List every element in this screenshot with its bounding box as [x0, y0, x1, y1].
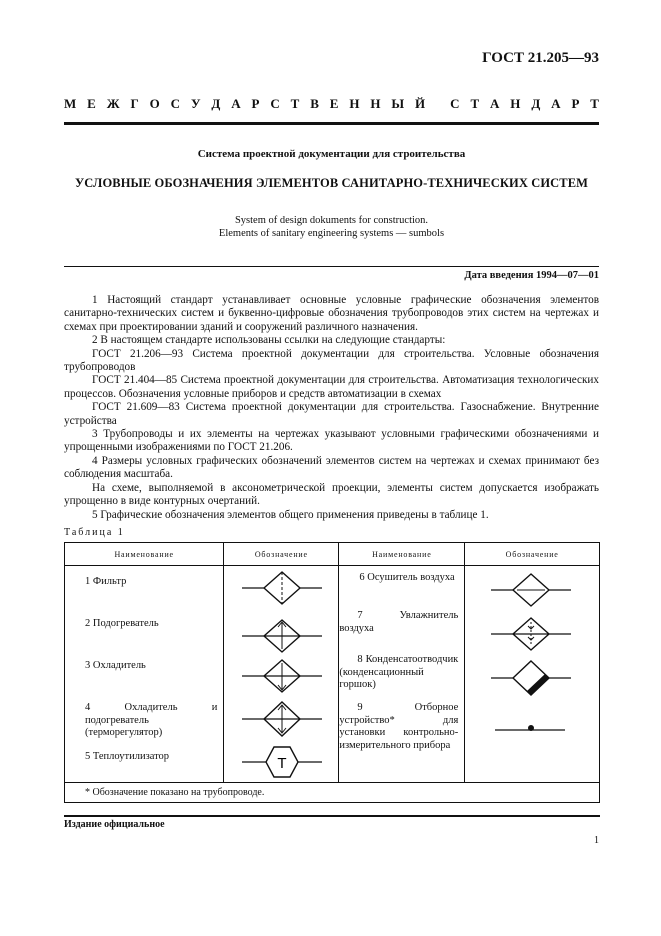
english-title-line-1: System of design dokuments for construction.: [234, 215, 429, 226]
english-title: [64, 214, 599, 240]
heading-letter: Ж: [106, 96, 120, 111]
paragraph: 5 Графические обозначения элементов общего применения приведены в таблице 1.: [92, 508, 489, 521]
right-names-cell: [339, 566, 465, 783]
svg-text:T: T: [277, 755, 287, 772]
heading-letter: Т: [470, 96, 480, 111]
header-rule: [64, 122, 599, 125]
official-edition: Издание официальное: [64, 815, 600, 830]
heading-letter: Г: [130, 96, 139, 111]
interstate-standard-heading: [64, 96, 599, 112]
table-item: 2 Подогреватель: [85, 618, 159, 629]
heading-letter: Н: [510, 96, 521, 111]
paragraph: 3 Трубопроводы и их элементы на чертежах указывают условными графическими обозначениями и упрощенными изображениями по ГОСТ 21.206.: [64, 428, 599, 454]
document-title: УСЛОВНЫЕ ОБОЗНАЧЕНИЯ ЭЛЕМЕНТОВ САНИТАРНО-ТЕХНИЧЕСКИХ СИСТЕМ: [74, 176, 589, 190]
filter-icon: [242, 570, 322, 606]
heading-letter: С: [450, 96, 460, 111]
table-item: 3 Охладитель: [85, 660, 146, 671]
table-item: 6 Осушитель воздуха: [359, 572, 455, 583]
heading-letter: С: [270, 96, 280, 111]
heading-letter: Д: [531, 96, 541, 111]
left-symbols-cell: [224, 566, 339, 783]
page-number: 1: [594, 835, 599, 846]
heading-letter: У: [190, 96, 201, 111]
column-header-symbol: Обозначение: [465, 543, 600, 566]
table-item: 5 Теплоутилизатор: [85, 751, 170, 762]
heading-letter: В: [310, 96, 319, 111]
introduction-date: Дата введения 1994—07—01: [464, 270, 599, 281]
paragraph: На схеме, выполняемой в аксонометрической проекции, элементы систем допускается изображать упрощенно в виде контурных очертаний.: [64, 481, 599, 508]
thermoregulator-icon: [242, 700, 322, 738]
heading-letter: Е: [329, 96, 339, 111]
heading-letter: Р: [251, 96, 260, 111]
table-item: 8 Конденсатоотводчик (конденсационный горшок): [339, 654, 459, 690]
heater-icon: [242, 618, 322, 654]
standard-code: ГОСТ 21.205—93: [482, 50, 599, 66]
heading-letter: С: [170, 96, 181, 111]
column-header-symbol: Обозначение: [224, 543, 339, 566]
heading-letter: Й: [415, 96, 426, 111]
condensate-trap-icon: [491, 658, 571, 698]
heading-letter: Р: [571, 96, 580, 111]
heading-letter: Т: [290, 96, 300, 111]
heading-letter: М: [64, 96, 77, 111]
air-dryer-icon: [491, 572, 571, 608]
left-names-cell: [65, 566, 224, 783]
table-item: 1 Фильтр: [85, 576, 127, 587]
paragraph: ГОСТ 21.609—83 Система проектной документации для строительства. Газоснабжение. Внутренние устройства: [64, 401, 599, 427]
body-text: [64, 294, 599, 522]
paragraph: ГОСТ 21.404—85 Система проектной документации для строительства. Автоматизация технологических процессов. Обозначения условные приборов и средств автоматизации в схемах: [64, 374, 599, 400]
table-item: 4 Охладитель и подогреватель (терморегулятор): [85, 702, 218, 738]
heading-letter: Т: [590, 96, 599, 111]
system-title: Система проектной документации для строительства: [197, 148, 466, 160]
heading-letter: А: [551, 96, 561, 111]
column-header-name: Наименование: [339, 543, 465, 566]
english-title-line-2: Elements of sanitary engineering systems — sumbols: [218, 228, 445, 239]
heading-letter: Н: [370, 96, 381, 111]
heading-letter: Н: [349, 96, 360, 111]
paragraph: 2 В настоящем стандарте использованы ссылки на следующие стандарты:: [92, 334, 446, 347]
heading-letter: [436, 96, 439, 112]
table-item: 7 Увлажнитель воздуха: [339, 610, 459, 634]
heading-letter: О: [149, 96, 160, 111]
heat-recovery-icon: [242, 744, 322, 780]
date-rule: [64, 266, 599, 267]
heading-letter: Ы: [391, 96, 405, 111]
humidifier-icon: [491, 616, 571, 652]
paragraph: 1 Настоящий стандарт устанавливает основные условные графические обозначения элементов санитарно-технических систем и буквенно-цифровые обозначения трубопроводов этих систем на чертежах и схемах при проектировании зданий и сооружений различного назначения.: [64, 294, 599, 333]
sampling-device-icon: [491, 722, 571, 736]
symbols-table: [64, 542, 600, 803]
heading-letter: А: [231, 96, 241, 111]
paragraph: 4 Размеры условных графических обозначений элементов систем на чертежах и схемах принимают без соблюдения масштаба.: [64, 454, 599, 481]
table-caption: Таблица 1: [64, 527, 125, 538]
heading-letter: А: [490, 96, 500, 111]
cooler-icon: [242, 658, 322, 694]
column-header-name: Наименование: [65, 543, 224, 566]
table-item: 9 Отборное устройство* для установки контрольно-измерительного прибора: [339, 702, 459, 751]
heading-letter: Д: [211, 96, 221, 111]
table-footnote: * Обозначение показано на трубопроводе.: [65, 783, 600, 803]
heading-letter: Е: [87, 96, 96, 111]
right-symbols-cell: [465, 566, 600, 783]
paragraph: ГОСТ 21.206—93 Система проектной документации для строительства. Условные обозначения трубопроводов: [64, 347, 599, 374]
